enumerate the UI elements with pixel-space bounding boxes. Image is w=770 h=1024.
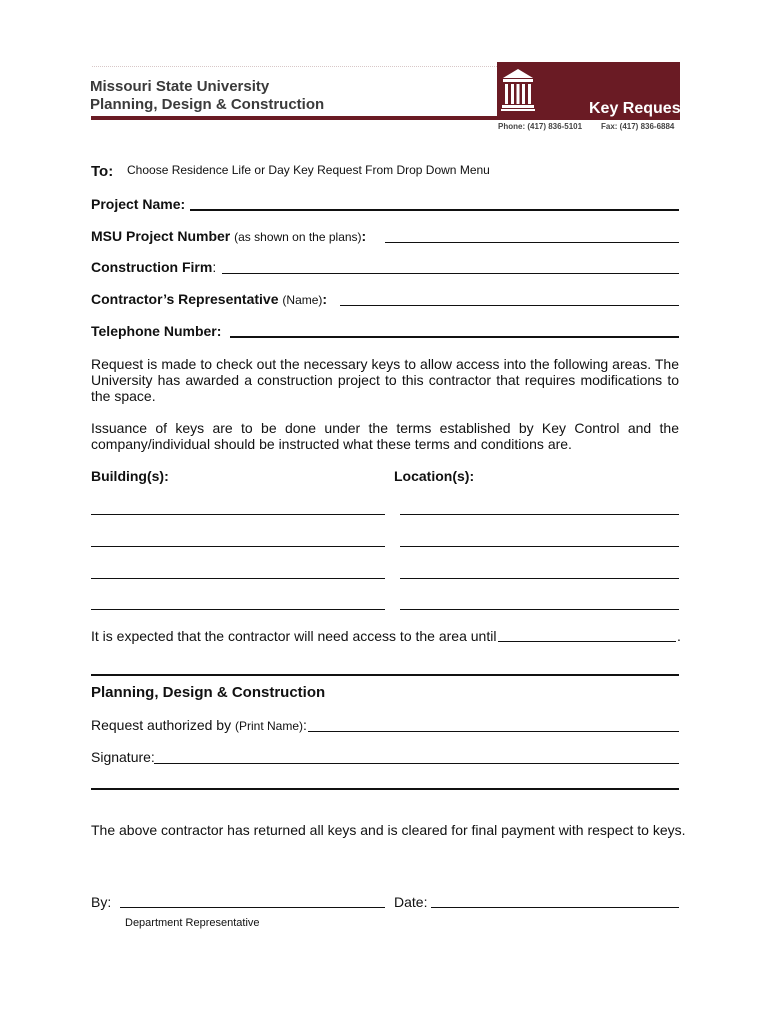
by-field[interactable] <box>120 907 385 908</box>
telephone-field[interactable] <box>230 336 679 338</box>
request-authorized-text: Request authorized by <box>91 717 232 733</box>
building-field-1[interactable] <box>91 514 385 515</box>
university-building-icon <box>500 64 536 114</box>
phone-number: Phone: (417) 836-5101 <box>498 122 583 131</box>
msu-project-number-colon: : <box>361 228 367 244</box>
contractor-rep-text: Contractor’s Representative <box>91 291 279 307</box>
location-field-1[interactable] <box>400 514 679 515</box>
section-divider-2 <box>91 788 679 790</box>
access-until-field[interactable] <box>498 641 676 642</box>
access-period: . <box>677 628 681 644</box>
msu-project-number-field[interactable] <box>385 242 679 243</box>
header-rule <box>91 116 500 120</box>
contractor-rep-label <box>91 291 327 307</box>
building-field-4[interactable] <box>91 609 385 610</box>
construction-firm-colon: : <box>212 259 217 275</box>
access-text: It is expected that the contractor will need access to the area until <box>91 628 497 644</box>
authorization-section-title: Planning, Design & Construction <box>91 684 326 701</box>
construction-firm-text: Construction Firm <box>91 259 213 275</box>
by-label: By: <box>91 894 112 910</box>
contractor-rep-field[interactable] <box>340 305 679 306</box>
location-field-4[interactable] <box>400 609 679 610</box>
locations-label: Location(s): <box>394 468 475 484</box>
location-field-2[interactable] <box>400 546 679 547</box>
date-label: Date: <box>394 894 428 910</box>
form-title: Key Request <box>589 100 686 117</box>
section-divider-1 <box>91 674 679 676</box>
project-name-label: Project Name: <box>91 196 186 212</box>
date-field[interactable] <box>431 907 679 908</box>
location-field-3[interactable] <box>400 578 679 579</box>
request-paragraph: Request is made to check out the necessary keys to allow access into the following areas. The University has awarded a construction project to this contractor that requires modifications to the space. <box>91 356 679 404</box>
telephone-label: Telephone Number: <box>91 323 222 339</box>
issuance-paragraph: Issuance of keys are to be done under the terms established by Key Control and the company/individual should be instructed what these terms and conditions are. <box>91 420 679 452</box>
university-name: Missouri State University <box>90 78 270 95</box>
signature-field[interactable] <box>154 763 679 764</box>
buildings-label: Building(s): <box>91 468 169 484</box>
department-name: Planning, Design & Construction <box>90 96 325 113</box>
header-dotted-rule <box>92 66 497 67</box>
request-authorized-label <box>91 717 307 733</box>
to-label: To: <box>91 163 114 180</box>
signature-label: Signature: <box>91 749 155 765</box>
contractor-rep-colon: : <box>322 291 328 307</box>
building-field-2[interactable] <box>91 546 385 547</box>
to-dropdown[interactable]: Choose Residence Life or Day Key Request From Drop Down Menu <box>127 163 490 177</box>
print-name-field[interactable] <box>308 731 679 732</box>
project-name-field[interactable] <box>190 209 679 211</box>
msu-project-number-text: MSU Project Number <box>91 228 231 244</box>
construction-firm-label <box>91 259 216 275</box>
department-representative-caption: Department Representative <box>125 917 260 929</box>
clearance-text: The above contractor has returned all keys and is cleared for final payment with respect to keys. <box>91 822 686 838</box>
building-field-3[interactable] <box>91 578 385 579</box>
fax-number: Fax: (417) 836-6884 <box>601 122 675 131</box>
msu-project-number-label <box>91 228 366 244</box>
construction-firm-field[interactable] <box>222 273 679 274</box>
msu-project-number-note: (as shown on the plans) <box>234 230 362 244</box>
contractor-rep-note: (Name) <box>282 293 323 307</box>
request-authorized-colon: : <box>303 717 307 733</box>
print-name-note: (Print Name) <box>234 719 303 733</box>
